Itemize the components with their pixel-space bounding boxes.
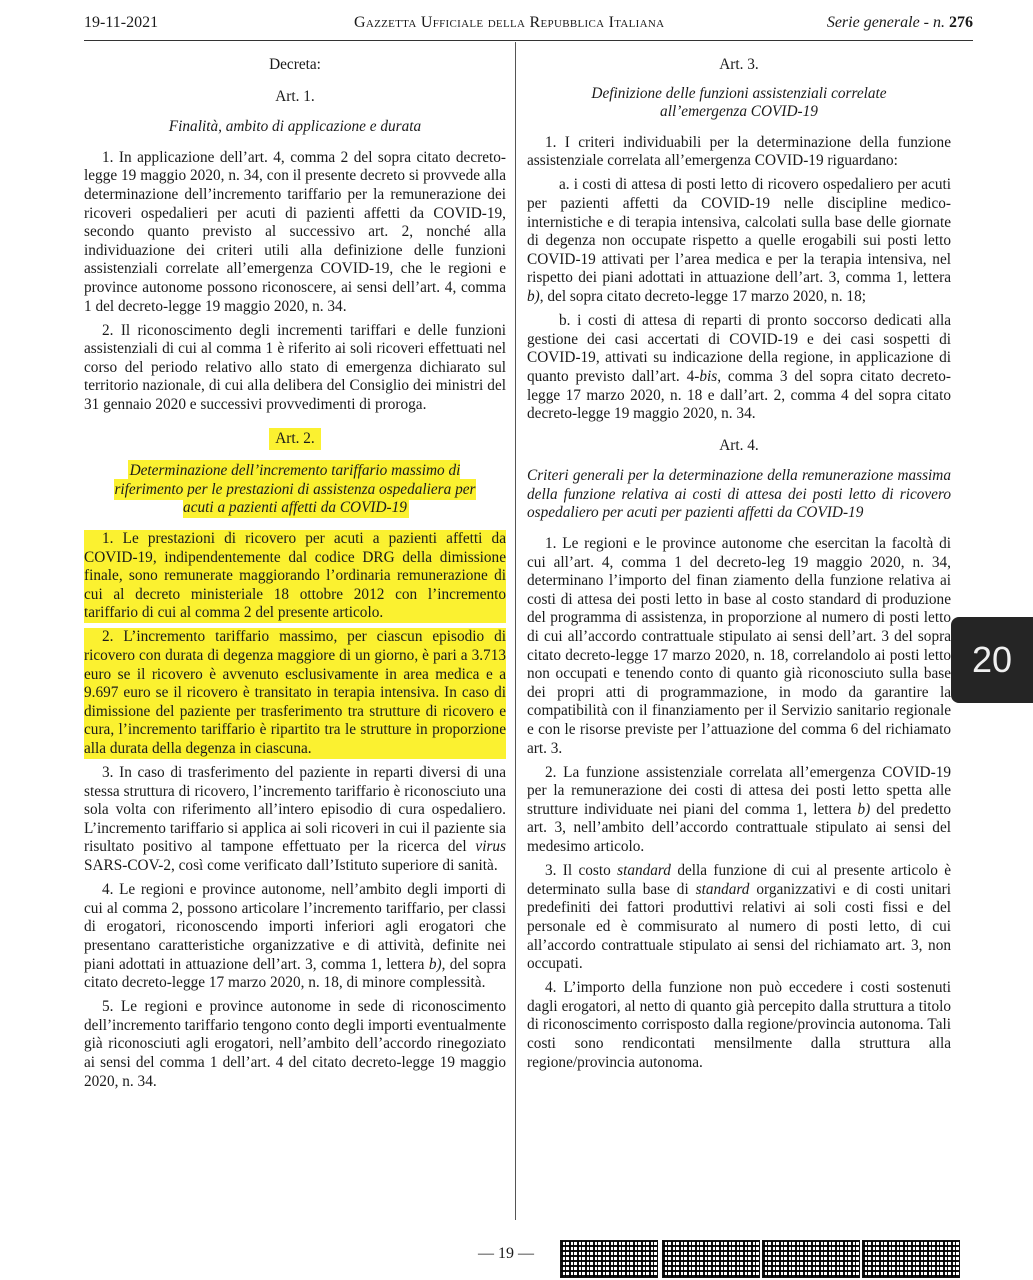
header-serie: Serie generale - n. 276 bbox=[826, 14, 973, 31]
footer-page-number: — 19 — bbox=[478, 1245, 534, 1262]
art3-rubric: Definizione delle funzioni assistenziali correlate all’emergenza COVID-19 bbox=[591, 84, 887, 121]
art4-paragraph-3: 3. Il costo standard della funzione di cui al presente articolo è determinato sulla base di standard organizzativi e di costi unitari predefiniti dei fattori produttivi relativi ai soli costi fissi e del personale ed è commisurato al numero di posti letto, di cui all’accordo contrattuale stipulato ai sensi del richiamato art. 3, non occupati. bbox=[527, 862, 952, 973]
header-date: 19-11-2021 bbox=[84, 14, 159, 31]
art2-paragraph-4: 4. Le regioni e province autonome, nell’ambito degli importi di cui al comma 2, possono articolare l’incremento tariffario, per classi di erogatori, riconoscendo importi inferiori agli erogatori che presentano caratteristiche organizzative e di attività, definite nei piani adottati in attuazione dell’art. 3, comma 1, lettera b), del sopra citato decreto-legge 17 marzo 2020, n. 18, di minore complessità. bbox=[84, 881, 507, 992]
barcode-graphic bbox=[862, 1240, 960, 1278]
art4-title: Art. 4. bbox=[719, 436, 759, 454]
art3-title: Art. 3. bbox=[719, 56, 759, 73]
art2-title-wrap bbox=[84, 428, 506, 451]
header-title: Gazzetta Ufficiale della Repubblica Italiana bbox=[354, 14, 665, 31]
art2-paragraph-5: 5. Le regioni e province autonome in sede di riconoscimento dell’incremento tariffario tengono conto degli importi eventualmente già riconosciuti agli erogatori, nell’ambito dell’accordo rinegoziato ai sensi del comma 1 dell’art. 4 del citato decreto-legge 19 maggio 2020, n. 34. bbox=[84, 998, 506, 1090]
art3-item-a: a. i costi di attesa di posti letto di ricovero ospedaliero per acuti per pazienti affetti da COVID-19 nelle discipline medico-internistiche e di terapia intensiva, calcolati sulla base delle giornate di degenza non occupate rispetto a quelle erogabili sui posti letto COVID-19 attivati per l’area medica e per la terapia intensiva, nel rispetto dei piani adottati in attuazione dell’art. 3, comma 1, lettera b), del sopra citato decreto-legge 17 marzo 2020, n. 18; bbox=[527, 176, 951, 306]
art2-rubric-wrap bbox=[84, 462, 506, 518]
page-indicator-badge[interactable]: 20 bbox=[951, 617, 1033, 703]
art1-paragraph-1: 1. In applicazione dell’art. 4, comma 2 del sopra citato decreto-legge 19 maggio 2020, n. 34, con il presente decreto si provvede alla determinazione dell’incremento tariffario per la remunerazione dei ricoveri ospedalieri per acuti di pazienti affetti da COVID-19, secondo quanto previsto al successivo art. 2, nonché alla individuazione dei criteri utili alla definizione delle funzioni assistenziali correlate all’emergenza COVID-19, che le regioni e province autonome possono riconoscere, ai sensi dell’art. 4, comma 1 del decreto-legge 19 maggio 2020, n. 34. bbox=[84, 148, 506, 315]
art3-paragraph-1: 1. I criteri individuabili per la determinazione della funzione assistenziale correlata all’emergenza COVID-19 riguardano: bbox=[527, 133, 951, 170]
art1-rubric: Finalità, ambito di applicazione e durata bbox=[168, 118, 422, 136]
header-issue-number: 276 bbox=[949, 14, 973, 31]
art2-paragraph-3: 3. In caso di trasferimento del paziente in reparti diversi di una stessa struttura di ricovero, l’incremento tariffario è riconosciuto una sola volta con riferimento all’intero episodio di cura ospedaliero. L’incremento tariffario si applica ai soli ricoveri in cui il paziente sia risultato positivo al tampone effettuato per la ricerca del virus SARS-COV-2, così come verificato dall’Istituto superiore di sanità. bbox=[84, 764, 507, 875]
art4-paragraph-1: 1. Le regioni e le province autonome che esercitan la facoltà di cui all’art. 4, comma 1 del decreto-leg 19 maggio 2020, n. 34, determinano l’importo del finan ziamento della funzione relativa ai costi di attesa dei posti letto in base al costo standard di produzione del programma di assistenza, in proporzione al numero di posti letto di cui all’accordo contrattuale stipulato ai sensi dell’art. 3 del sopra citato decreto-legge 17 marzo 2020, n. 18, correlandolo ai posti letto non occupati e tenendo conto di quanto già riconosciuto sulla base dei propri atti di programmazione, in modo da garantire la compatibilità con il finanziamento per il Servizio sanitario regionale e con le risorse previste per l’attuazione del comma 6 del richiamato art. 3. bbox=[527, 535, 951, 757]
art3-item-b: b. i costi di attesa di reparti di pronto soccorso dedicati alla gestione dei casi accertati di COVID-19 e dei casi sospetti di COVID-19, attivati su indicazione della regione, in applicazione di quanto previsto dall’art. 4-bis, comma 3 del sopra citato decreto-legge 17 marzo 2020, n. 18 e dall’art. 2, comma 4 del sopra citato decreto-legge 19 maggio 2020, n. 34. bbox=[527, 312, 951, 423]
art2-paragraph-1: 1. Le prestazioni di ricovero per acuti a pazienti affetti da COVID-19, indipendentemente dal codice DRG della dimissione finale, sono remunerate maggiorando l’ordinaria remunerazione di cui al decreto ministeriale 18 ottobre 2012 con l’incremento tariffario di cui al comma 2 del presente articolo. bbox=[84, 529, 506, 622]
art2-rubric: Determinazione dell’incremento tariffario massimo di riferimento per le prestazioni di assistenza ospedaliera per acuti a pazienti affetti da COVID-19 bbox=[114, 462, 476, 517]
page-header bbox=[84, 10, 973, 38]
art2-title: Art. 2. bbox=[269, 428, 321, 451]
art4-paragraph-2: 2. La funzione assistenziale correlata all’emergenza COVID-19 per la remunerazione dei costi di attesa dei posti letto spetta alle strutture individuate nei piani del comma 1, lettera b) del predetto art. 3, nell’ambito dell’accordo contrattuale stipulato ai sensi del medesimo articolo. bbox=[527, 763, 951, 856]
art1-title: Art. 1. bbox=[275, 87, 315, 105]
art4-rubric: Criteri generali per la determinazione della remunerazione massima della funzione relativa ai costi di attesa dei posti letto di ricovero ospedaliero per acuti per pazienti affetti da COVID-19 bbox=[527, 467, 951, 522]
barcode-graphic bbox=[662, 1240, 760, 1278]
left-column bbox=[84, 56, 506, 1097]
barcode-graphic bbox=[560, 1240, 658, 1278]
art1-paragraph-2: 2. Il riconoscimento degli incrementi tariffari e delle funzioni assistenziali di cui al comma 1 è riferito ai soli ricoveri effettuati nel corso del periodo relativo allo stato di emergenza dichiarato sul territorio nazionale, di cui alla delibera del Consiglio dei ministri del 31 gennaio 2020 e successivi provvedimenti di proroga. bbox=[84, 321, 506, 413]
art4-paragraph-4: 4. L’importo della funzione non può eccedere i costi sostenuti dagli erogatori, al netto di quanto già percepito dalla struttura a titolo di riconoscimento corrisposto dalla regione/provincia autonoma. Tali costi sono rendicontati mensilmente dalla struttura alla regione/provincia autonoma. bbox=[527, 979, 951, 1071]
header-rule bbox=[84, 40, 973, 41]
right-column bbox=[527, 56, 951, 1078]
column-divider bbox=[515, 42, 516, 1220]
barcode-graphic bbox=[762, 1240, 860, 1278]
art2-paragraph-2: 2. L’incremento tariffario massimo, per ciascun episodio di ricovero con durata di degenza maggiore di un giorno, è pari a 3.713 euro se il ricovero è avvenuto esclusivamente in area medica e a 9.697 euro se il ricovero è transitato in terapia intensiva. In caso di dimissione del paziente per trasferimento tra strutture di ricovero e cura, l’incremento tariffario è ripartito tra le strutture in proporzione alla durata della degenza in ciascuna. bbox=[84, 628, 506, 757]
decreta-heading: Decreta: bbox=[269, 56, 321, 73]
